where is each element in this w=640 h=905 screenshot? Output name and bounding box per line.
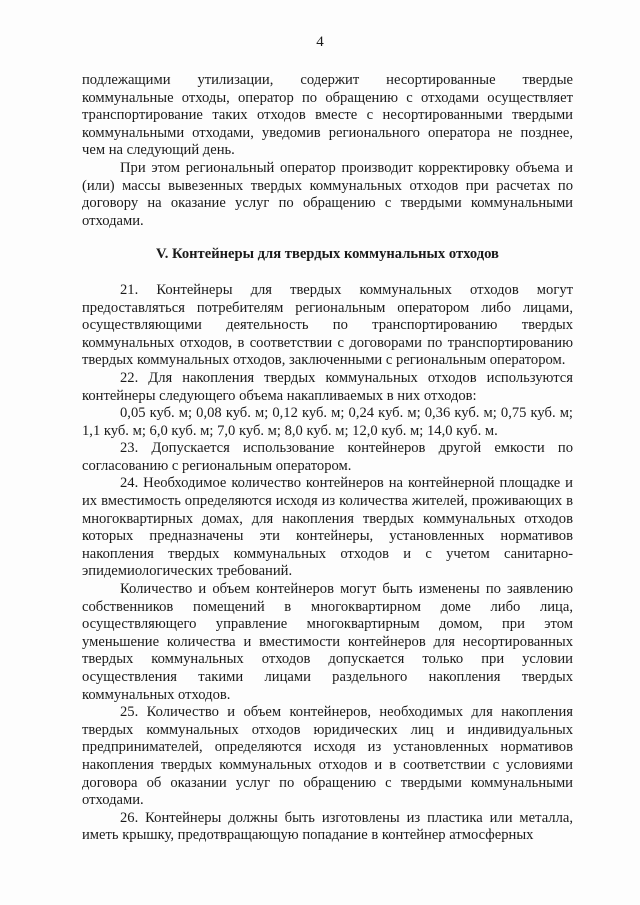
paragraph-21: 21. Контейнеры для твердых коммунальных отходов могут предоставляться потребителям региональным оператором либо лицами, осуществляющими деятельность по транспортированию твердых коммунальных отходов, в соответствии с договорами по транспортированию твердых коммунальных отходов, заключенными с региональным оператором. <box>82 281 573 369</box>
paragraph-25: 25. Количество и объем контейнеров, необходимых для накопления твердых коммунальных отходов юридических лиц и индивидуальных предпринимателей, определяются исходя из установленных нормативов накопления твердых коммунальных отходов и в соответствии с условиями договора об оказании услуг по обращению с твердыми коммунальными отходами. <box>82 704 573 809</box>
paragraph-22: 22. Для накопления твердых коммунальных отходов используются контейнеры следующего объема накапливаемых в них отходов: <box>82 369 573 404</box>
paragraph-regional-operator-correction: При этом региональный оператор производит корректировку объема и (или) массы вывезенных твердых коммунальных отходов при расчетах по договору на оказание услуг по обращению с твердыми коммунальными отходами. <box>82 159 573 229</box>
paragraph-continuation: подлежащими утилизации, содержит несортированные твердые коммунальные отходы, оператор по обращению с отходами осуществляет транспортирование таких отходов вместе с несортированными твердыми коммунальными отходами, уведомив регионального оператора не позднее, чем на следующий день. <box>82 72 573 159</box>
paragraph-24: 24. Необходимое количество контейнеров на контейнерной площадке и их вместимость определяются исходя из количества жителей, проживающих в многоквартирных домах, для накопления твердых коммунальных отходов которых предназначены эти контейнеры, установленных нормативов накопления твердых коммунальных отходов и с учетом санитарно-эпидемиологических требований. <box>82 475 573 580</box>
paragraph-24-continued: Количество и объем контейнеров могут быть изменены по заявлению собственников помещений в многоквартирном доме либо лица, осуществляющего управление многоквартирным домом, при этом уменьшение количества и вместимости контейнеров для несортированных твердых коммунальных отходов допускается только при условии осуществления такими лицами раздельного накопления твердых коммунальных отходов. <box>82 581 573 703</box>
paragraph-22-volumes: 0,05 куб. м; 0,08 куб. м; 0,12 куб. м; 0,24 куб. м; 0,36 куб. м; 0,75 куб. м; 1,1 куб. м; 6,0 куб. м; 7,0 куб. м; 8,0 куб. м; 12,0 куб. м; 14,0 куб. м. <box>82 405 573 439</box>
page-number: 4 <box>316 34 324 50</box>
paragraph-26: 26. Контейнеры должны быть изготовлены из пластика или металла, иметь крышку, предотвращающую попадание в контейнер атмосферных <box>82 809 573 844</box>
document-body <box>82 72 573 845</box>
section-heading: V. Контейнеры для твердых коммунальных отходов <box>156 246 499 263</box>
paragraph-23: 23. Допускается использование контейнеров другой емкости по согласованию с региональным оператором. <box>82 440 573 474</box>
